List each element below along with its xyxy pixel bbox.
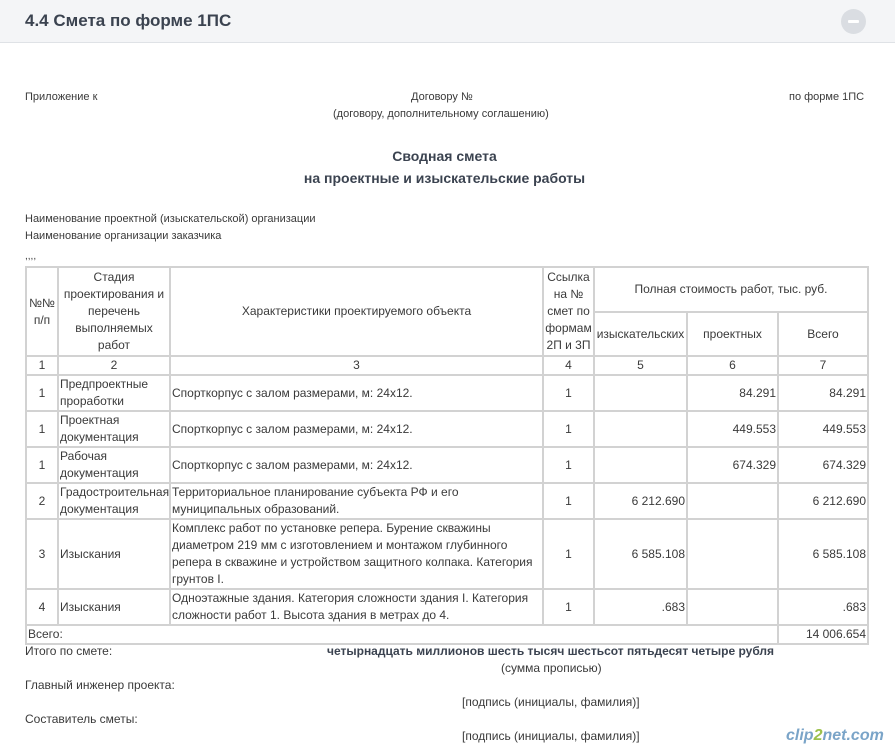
row-ref: 1 [544,448,593,482]
row-total: .683 [779,590,867,624]
column-number: 4 [544,357,593,374]
table-row [27,520,867,588]
customer-org-label: Наименование организации заказчика [25,230,222,242]
row-num: 1 [27,376,57,410]
row-num: 1 [27,448,57,482]
header-ref: Ссылка на № смет по формам 2П и 3П [544,268,593,355]
table-row [27,376,867,410]
row-num: 1 [27,412,57,446]
watermark-logo: clip2net.com [786,727,884,744]
row-object: Комплекс работ по установке репера. Бурение скважины диаметром 219 мм с изготовлением и монтажом глубинного репера в скважине и устройством защитного колпака. Категория грунтов I. [171,520,542,588]
row-num: 3 [27,520,57,588]
collapse-button[interactable] [841,9,866,34]
row-survey [595,412,686,446]
itogo-label: Итого по смете: [25,644,113,658]
row-survey: 6 212.690 [595,484,686,518]
row-stage: Проектная документация [59,412,169,446]
row-stage: Рабочая документация [59,448,169,482]
row-object: Территориальное планирование субъекта РФ и его муниципальных образований. [171,484,542,518]
doc-subtitle: на проектные и изыскательские работы [303,170,586,186]
header-stage: Стадия проектирования и перечень выполняемых работ [59,268,169,355]
row-stage [59,484,169,518]
row-total: 674.329 [779,448,867,482]
row-object: Спорткорпус с залом размерами, м: 24х12. [171,376,542,410]
row-stage-text: Градостроительная документация [60,485,169,516]
table-row [27,484,867,518]
doc-title: Сводная смета [392,148,497,164]
row-design: 449.553 [688,412,777,446]
contract-sublabel: (договору, дополнительному соглашению) [333,108,549,120]
row-design [688,590,777,624]
row-survey [595,376,686,410]
row-design: 84.291 [688,376,777,410]
total-row [27,626,867,643]
row-survey [595,448,686,482]
row-object: Спорткорпус с залом размерами, м: 24х12. [171,448,542,482]
column-number: 1 [27,357,57,374]
row-ref: 1 [544,590,593,624]
total-value: 14 006.654 [779,626,867,643]
table-row [27,412,867,446]
row-ref: 1 [544,484,593,518]
header-object: Характеристики проектируемого объекта [171,268,542,355]
row-survey: .683 [595,590,686,624]
row-total: 6 212.690 [779,484,867,518]
table-row [27,448,867,482]
itogo-words: четырнадцать миллионов шесть тысяч шестьсот пятьдесят четыре рубля [327,644,775,658]
header-survey: изыскательских [595,313,686,355]
total-label: Всего: [27,626,777,643]
chief-engineer-label: Главный инженер проекта: [25,678,175,692]
column-number: 5 [595,357,686,374]
table-row [27,590,867,624]
panel-header [0,0,895,43]
row-ref: 1 [544,520,593,588]
row-ref: 1 [544,376,593,410]
row-total: 449.553 [779,412,867,446]
itogo-sub: (сумма прописью) [501,661,602,675]
row-num: 2 [27,484,57,518]
row-ref: 1 [544,412,593,446]
column-number: 7 [779,357,867,374]
row-design: 674.329 [688,448,777,482]
minus-icon [848,20,859,23]
author-signature: [подпись (инициалы, фамилия)] [462,729,640,743]
row-survey: 6 585.108 [595,520,686,588]
column-number: 6 [688,357,777,374]
row-design [688,520,777,588]
column-number: 3 [171,357,542,374]
panel-title: 4.4 Смета по форме 1ПС [25,11,232,30]
row-num: 4 [27,590,57,624]
contract-label: Договору № [411,91,473,103]
design-org-label: Наименование проектной (изыскательской) организации [25,213,316,225]
row-total: 84.291 [779,376,867,410]
row-stage: Изыскания [59,590,169,624]
header-num: №№ п/п [27,268,57,355]
row-stage: Предпроектные проработки [59,376,169,410]
column-number: 2 [59,357,169,374]
row-object: Одноэтажные здания. Категория сложности здания I. Категория сложности работ 1. Высота здания в метрах до 4. [171,590,542,624]
chief-engineer-signature: [подпись (инициалы, фамилия)] [462,695,640,709]
author-label: Составитель сметы: [25,712,138,726]
form-label: по форме 1ПС [789,91,865,103]
estimate-table [25,266,869,645]
row-stage: Изыскания [59,520,169,588]
row-total: 6 585.108 [779,520,867,588]
appendix-label: Приложение к [25,91,98,103]
row-design [688,484,777,518]
header-design: проектных [688,313,777,355]
column-numbers-row [27,357,867,374]
row-object: Спорткорпус с залом размерами, м: 24х12. [171,412,542,446]
header-full-cost: Полная стоимость работ, тыс. руб. [595,268,867,311]
marks: ,,,, [25,251,37,262]
header-total: Всего [779,313,867,355]
